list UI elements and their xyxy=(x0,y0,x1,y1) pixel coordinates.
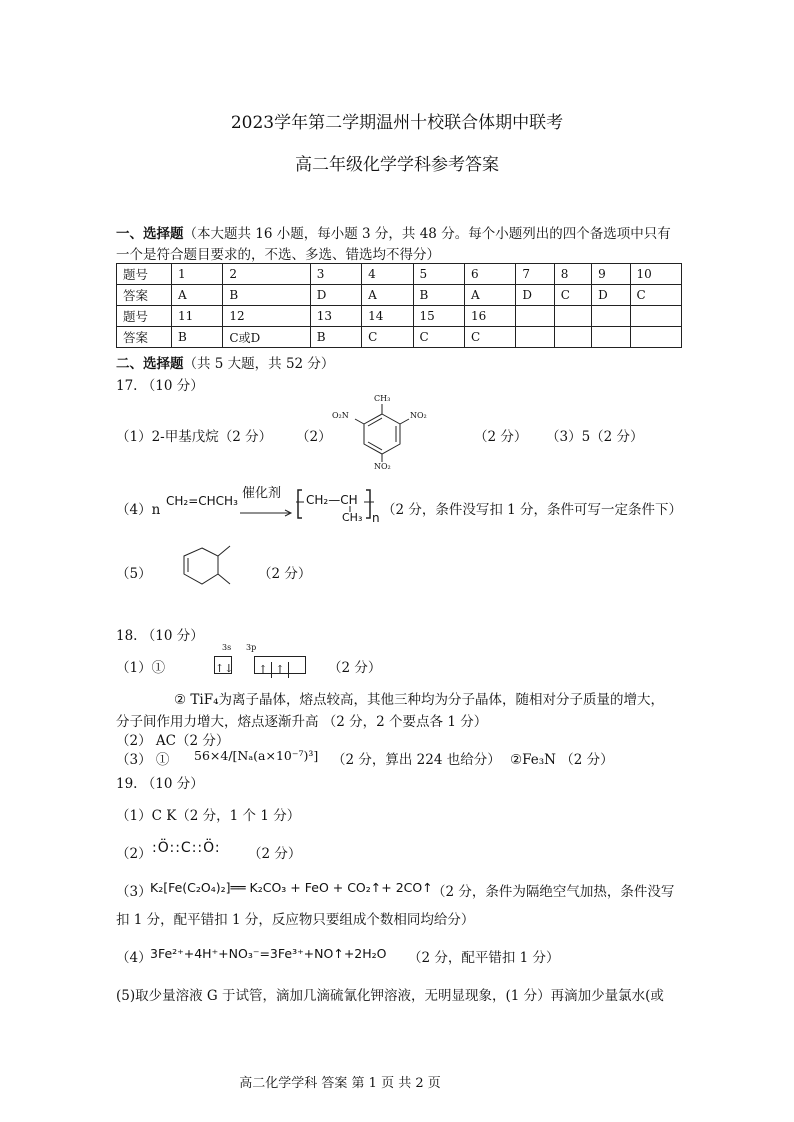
q17-part1: （1）2-甲基戊烷（2 分） xyxy=(116,429,273,445)
q19-part3-line2: 扣 1 分，配平错扣 1 分，反应物只要组成个数相同均给分） xyxy=(116,912,475,928)
q17-part3: （3）5（2 分） xyxy=(546,429,644,445)
section2-desc: （共 5 大题，共 52 分） xyxy=(183,356,335,372)
q19-part2-label: （2） xyxy=(116,846,152,862)
q18-part1-label: （1）① xyxy=(116,660,166,676)
table-cell: A xyxy=(362,285,413,306)
polymer-n: n xyxy=(372,511,380,525)
row-label-question: 题号 xyxy=(117,264,172,285)
table-cell: C xyxy=(554,285,591,306)
table-cell: B xyxy=(413,285,464,306)
polymer-side-chain: CH₃ xyxy=(342,511,363,524)
q19-part1: （1）C K（2 分，1 个 1 分） xyxy=(116,808,301,824)
answer-table xyxy=(116,263,682,348)
table-row xyxy=(117,264,682,285)
trinitrotoluene-structure xyxy=(330,392,440,474)
table-cell: 4 xyxy=(362,264,413,285)
table-cell: C xyxy=(464,327,515,348)
table-cell: A xyxy=(464,285,515,306)
polymer-structure xyxy=(296,486,378,526)
table-cell: C xyxy=(630,285,682,306)
q19-part2-score: （2 分） xyxy=(248,846,302,862)
no2-bottom-label: NO₂ xyxy=(374,462,391,471)
catalyst-label: 催化剂 xyxy=(242,486,282,501)
table-cell: D xyxy=(516,285,554,306)
table-cell: 8 xyxy=(554,264,591,285)
table-cell xyxy=(516,306,554,327)
table-cell: A xyxy=(172,285,223,306)
section1-desc2: 一个是符合题目要求的，不选、多选、错选均不得分） xyxy=(116,247,440,263)
table-cell: 16 xyxy=(464,306,515,327)
q18-part2: （2） AC（2 分） xyxy=(116,733,230,749)
q18-part3-note: （2 分，算出 224 也给分） xyxy=(332,752,501,768)
table-cell xyxy=(592,327,630,348)
table-cell: 14 xyxy=(362,306,413,327)
section1-line1 xyxy=(116,222,671,242)
q17-part5-score: （2 分） xyxy=(258,566,312,582)
table-cell xyxy=(554,327,591,348)
q19-part4-label: （4） xyxy=(116,950,152,966)
q18-heading: 18. （10 分） xyxy=(116,628,204,644)
table-cell: D xyxy=(592,285,630,306)
reaction-arrow-icon xyxy=(240,502,294,510)
q17-part2-label: （2） xyxy=(296,429,332,445)
q19-heading: 19. （10 分） xyxy=(116,776,204,792)
table-cell: C xyxy=(413,327,464,348)
q17-part4-note: （2 分，条件没写扣 1 分，条件可写一定条件下） xyxy=(382,502,683,518)
table-cell: B xyxy=(310,327,361,348)
table-cell: 1 xyxy=(172,264,223,285)
row-label-answer: 答案 xyxy=(117,285,172,306)
q19-part5: (5)取少量溶液 G 于试管，滴加几滴硫氰化钾溶液，无明显现象，(1 分）再滴加少量氯水(或 xyxy=(116,988,664,1004)
table-cell: D xyxy=(310,285,361,306)
q19-part4-equation: 3Fe²⁺+4H⁺+NO₃⁻=3Fe³⁺+NO↑+2H₂O xyxy=(150,946,387,961)
section2-line xyxy=(116,352,334,372)
orbital-3s-box xyxy=(214,654,232,674)
table-cell xyxy=(516,327,554,348)
orbital-cell: ↑ xyxy=(272,662,289,678)
table-cell: 6 xyxy=(464,264,515,285)
row-label-answer: 答案 xyxy=(117,327,172,348)
page-title: 2023学年第二学期温州十校联合体期中联考 xyxy=(230,113,564,133)
q18-part1b-line2: 分子间作用力增大，熔点逐渐升高 （2 分，2 个要点各 1 分） xyxy=(116,714,488,730)
table-cell: 15 xyxy=(413,306,464,327)
orbital-3p-label: 3p xyxy=(246,643,257,652)
orbital-cell xyxy=(289,657,305,673)
q17-reactant: CH₂=CHCH₃ xyxy=(166,494,238,508)
q17-part4-label: （4）n xyxy=(116,502,161,518)
table-cell xyxy=(630,327,682,348)
section1-desc1: （本大题共 16 小题，每小题 3 分，共 48 分。每个小题列出的四个备选项中只有 xyxy=(183,226,671,242)
row-label-question: 题号 xyxy=(117,306,172,327)
q19-part3-note: （2 分，条件为隔绝空气加热，条件没写 xyxy=(432,884,675,900)
table-cell: B xyxy=(172,327,223,348)
section2-heading: 二、选择题 xyxy=(116,356,184,372)
table-cell xyxy=(630,306,682,327)
q17-part5-label: （5） xyxy=(116,566,152,582)
table-cell: 11 xyxy=(172,306,223,327)
q19-part3-equation: K₂[Fe(C₂O₄)₂]══ K₂CO₃ + FeO + CO₂↑+ 2CO↑ xyxy=(150,880,433,895)
table-cell: 2 xyxy=(223,264,310,285)
table-cell: C或D xyxy=(223,327,310,348)
dimethylcyclohexene-structure xyxy=(172,540,242,596)
table-row xyxy=(117,327,682,348)
orbital-cell: ↑↓ xyxy=(215,661,234,675)
co2-electron-structure: :Ö::C::Ö: xyxy=(152,840,221,856)
table-row xyxy=(117,285,682,306)
q17-part2-score: （2 分） xyxy=(474,429,528,445)
table-cell: 9 xyxy=(592,264,630,285)
table-cell: 13 xyxy=(310,306,361,327)
q18-part1-score: （2 分） xyxy=(328,660,382,676)
table-cell: C xyxy=(362,327,413,348)
table-cell: 12 xyxy=(223,306,310,327)
orbital-3s-label: 3s xyxy=(222,643,232,652)
q19-part4-note: （2 分，配平错扣 1 分） xyxy=(408,950,560,966)
no2-right-label: NO₂ xyxy=(410,411,427,420)
table-cell: 10 xyxy=(630,264,682,285)
polymer-main-chain: CH₂—CH xyxy=(306,493,358,507)
q18-part3-label: （3） ① xyxy=(116,752,170,768)
table-cell xyxy=(592,306,630,327)
no2-left-label: O₂N xyxy=(332,411,349,420)
table-row xyxy=(117,306,682,327)
q18-part1b: ② TiF₄为离子晶体，熔点较高，其他三种均为分子晶体，随相对分子质量的增大， xyxy=(174,692,664,708)
ch3-label: CH₃ xyxy=(374,394,391,403)
q17-heading: 17. （10 分） xyxy=(116,378,204,394)
page-subtitle: 高二年级化学学科参考答案 xyxy=(295,155,499,175)
q19-part3-label: （3） xyxy=(116,884,152,900)
orbital-3p-box xyxy=(254,654,306,674)
table-cell: 5 xyxy=(413,264,464,285)
cyclohexene-ring-icon xyxy=(172,540,242,596)
table-cell: B xyxy=(223,285,310,306)
table-cell: 3 xyxy=(310,264,361,285)
table-cell: 7 xyxy=(516,264,554,285)
table-cell xyxy=(554,306,591,327)
q18-part3b: ②Fe₃N （2 分） xyxy=(510,752,614,768)
orbital-cell: ↑ xyxy=(255,662,272,678)
page-footer: 高二化学学科 答案 第 1 页 共 2 页 xyxy=(239,1076,441,1091)
section1-heading: 一、选择题 xyxy=(116,226,184,242)
q18-part3-formula: 56×4/[Nₐ(a×10⁻⁷)³] xyxy=(194,748,319,763)
